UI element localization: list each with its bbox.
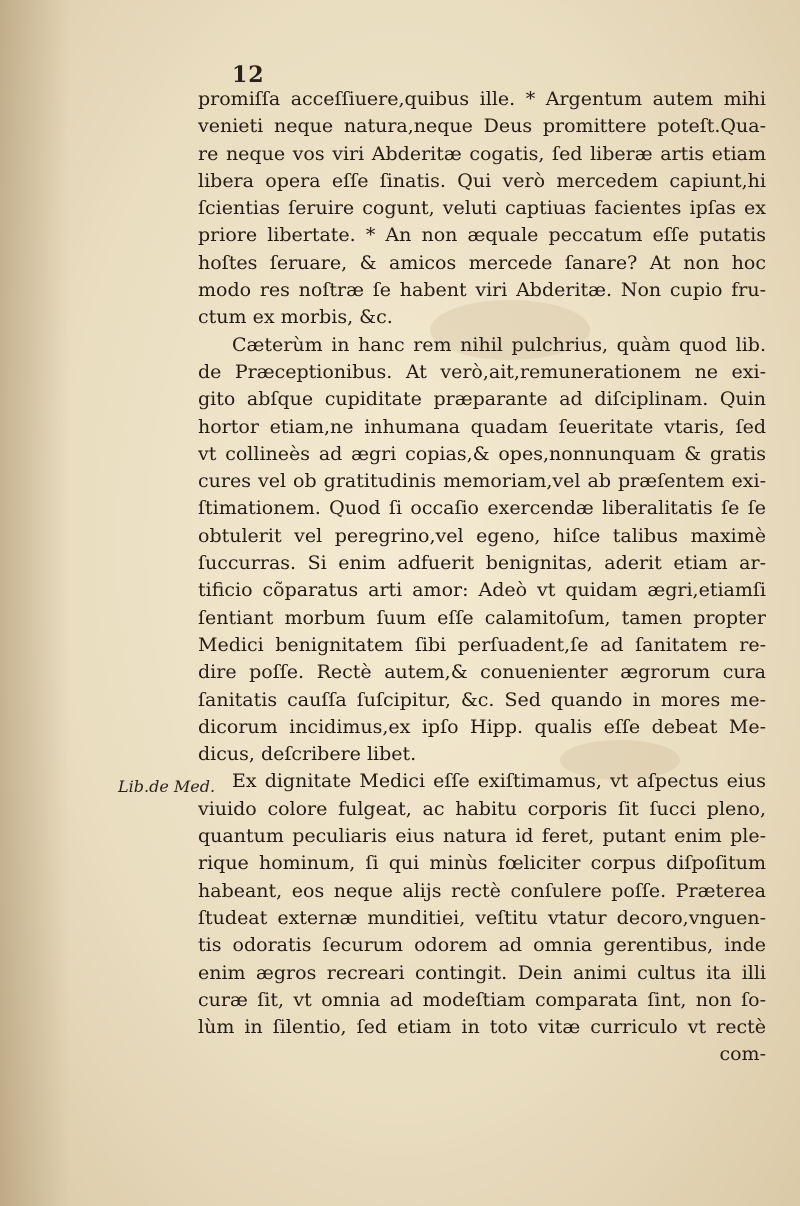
binding-shadow xyxy=(0,0,70,1206)
text-line: ſcientias ſeruire cogunt, veluti captiuas facientes ipſas ex xyxy=(198,197,766,220)
text-line: dicorum incidimus,ex ipſo Hipp. qualis eſſe debeat Me- xyxy=(198,715,766,738)
body-text xyxy=(198,86,766,1069)
text-line: curæ ſit, vt omnia ad modeſtiam comparata ſint, non ſo- xyxy=(198,988,766,1011)
text-line: dicus, deſcribere libet. xyxy=(198,743,417,766)
text-line: tificio cõparatus arti amor: Adeò vt quidam ægri,etiamſi xyxy=(198,579,766,602)
text-line: hortor etiam,ne inhumana quadam ſeueritate vtaris, ſed xyxy=(198,415,766,438)
text-line: priore libertate. * An non æquale peccatum eſſe putatis xyxy=(198,224,766,247)
text-line: hoſtes ſeruare, & amicos mercede ſanare? At non hoc xyxy=(198,251,766,274)
text-line: venieti neque natura,neque Deus promittere poteſt.Qua- xyxy=(198,115,766,138)
text-line: ſuccurras. Si enim adfuerit benignitas, aderit etiam ar- xyxy=(198,552,766,575)
text-line: habeant, eos neque alijs rectè conſulere poſſe. Præterea xyxy=(198,879,766,902)
text-line: viuido colore fulgeat, ac habitu corporis ſit ſucci pleno, xyxy=(198,797,766,820)
text-line: ctum ex morbis, &c. xyxy=(198,306,393,329)
text-line: cures vel ob gratitudinis memoriam,vel ab præſentem exi- xyxy=(198,470,766,493)
text-line: obtulerit vel peregrino,vel egeno, hiſce talibus maximè xyxy=(198,524,766,547)
text-line: ſtimationem. Quod ſi occaſio exercendæ liberalitatis ſe ſe xyxy=(198,497,766,520)
text-line: Medici benignitatem ſibi perſuadent,ſe ad ſanitatem re- xyxy=(198,633,766,656)
text-line: re neque vos viri Abderitæ cogatis, ſed liberæ artis etiam xyxy=(198,142,766,165)
text-line: ſentiant morbum ſuum eſſe calamitoſum, tamen propter xyxy=(198,606,766,629)
margin-note: Lib.de Med. xyxy=(118,777,216,796)
text-line: enim ægros recreari contingit. Dein animi cultus ita illi xyxy=(198,961,766,984)
text-line: libera opera eſſe ſinatis. Qui verò mercedem capiunt,hi xyxy=(198,169,766,192)
text-line: vt collineès ad ægri copias,& opes,nonnunquam & gratis xyxy=(198,442,766,465)
text-line: lùm in ſilentio, ſed etiam in toto vitæ curriculo vt rectè xyxy=(198,1016,766,1039)
text-line: dire poſſe. Rectè autem,& conuenienter ægrorum cura xyxy=(198,661,766,684)
text-line: tis odoratis ſecurum odorem ad omnia gerentibus, inde xyxy=(198,934,766,957)
text-line: modo res noſtræ ſe habent viri Abderitæ. Non cupio fru- xyxy=(198,279,766,302)
text-line: de Præceptionibus. At verò,ait,remunerationem ne exi- xyxy=(198,360,766,383)
text-line: ſanitatis cauſſa ſuſcipitur, &c. Sed quando in mores me- xyxy=(198,688,766,711)
text-line: ſtudeat externæ munditiei, veſtitu vtatur decoro,vnguen- xyxy=(198,906,766,929)
text-line: promiſſa acceſſiuere,quibus ille. * Argentum autem mihi xyxy=(198,88,766,110)
text-line: gito abſque cupiditate præparante ad diſciplinam. Quin xyxy=(198,388,766,411)
text-line: rique hominum, ſi qui minùs fœliciter corpus diſpoſitum xyxy=(198,852,766,875)
text-line: Cæterùm in hanc rem nihil pulchrius, quàm quod lib. xyxy=(232,333,766,356)
text-line: quantum peculiaris eius natura id feret, putant enim ple- xyxy=(198,825,766,848)
page-number: 12 xyxy=(232,62,265,88)
catchword: com- xyxy=(719,1043,766,1066)
text-line: Ex dignitate Medici eſſe exiſtimamus, vt aſpectus eius xyxy=(232,770,766,793)
